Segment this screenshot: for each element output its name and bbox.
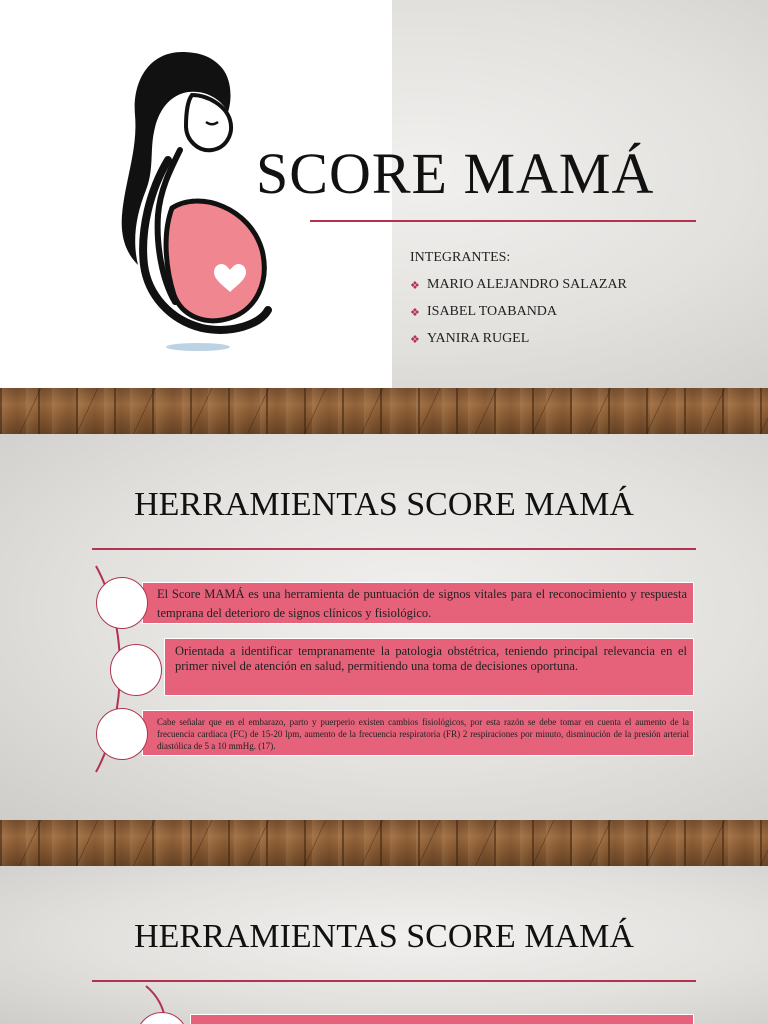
member-item [410,304,627,320]
member-name: YANIRA RUGEL [427,331,530,346]
info-box [190,1014,694,1024]
wood-floor-divider [0,820,768,866]
info-text: Orientada a identificar tempranamente la patologia obstétrica, teniendo principal relevancia en el primer nivel de atención en salud, permitiendo una toma de decisiones oportuna. [175,644,687,673]
diamond-bullet-icon: ❖ [410,306,420,319]
bullet-circle [96,708,148,760]
content-slide [0,434,768,820]
member-item [410,331,627,347]
member-item [410,277,627,293]
title-divider [310,220,696,222]
info-box [164,638,694,696]
info-text: Cabe señalar que en el embarazo, parto y puerperio existen cambios fisiológicos, por esta razón se debe tomar en cuenta el aumento de la frecuencia cardiaca (FC) de 15-20 lpm, aumento de la frecuencia respiratoria (FR) 2 respiraciones por minuto, disminución de la presión arterial diastólica de 5 a 10 mmHg. (17). [157,717,689,751]
info-box [142,710,694,756]
bullet-circle [110,644,162,696]
title-divider [92,980,696,982]
info-text: El Score MAMÁ es una herramienta de puntuación de signos vitales para el reconocimiento y respuesta temprana del deterioro de signos clínicos y fisiológico. [157,587,687,620]
members-list [410,250,627,358]
members-heading: INTEGRANTES: [410,250,511,265]
wood-floor-divider [0,388,768,434]
content-slide [0,866,768,1024]
slide-title: HERRAMIENTAS SCORE MAMÁ [134,918,634,955]
pregnant-mother-logo-icon [110,40,280,360]
bullet-circle [96,577,148,629]
slide-title: HERRAMIENTAS SCORE MAMÁ [134,486,634,523]
member-name: ISABEL TOABANDA [427,304,558,319]
title-slide [0,0,768,388]
slide-title: SCORE MAMÁ [256,141,655,206]
title-divider [92,548,696,550]
diamond-bullet-icon: ❖ [410,333,420,346]
info-box [142,582,694,624]
diamond-bullet-icon: ❖ [410,279,420,292]
member-name: MARIO ALEJANDRO SALAZAR [427,277,627,292]
